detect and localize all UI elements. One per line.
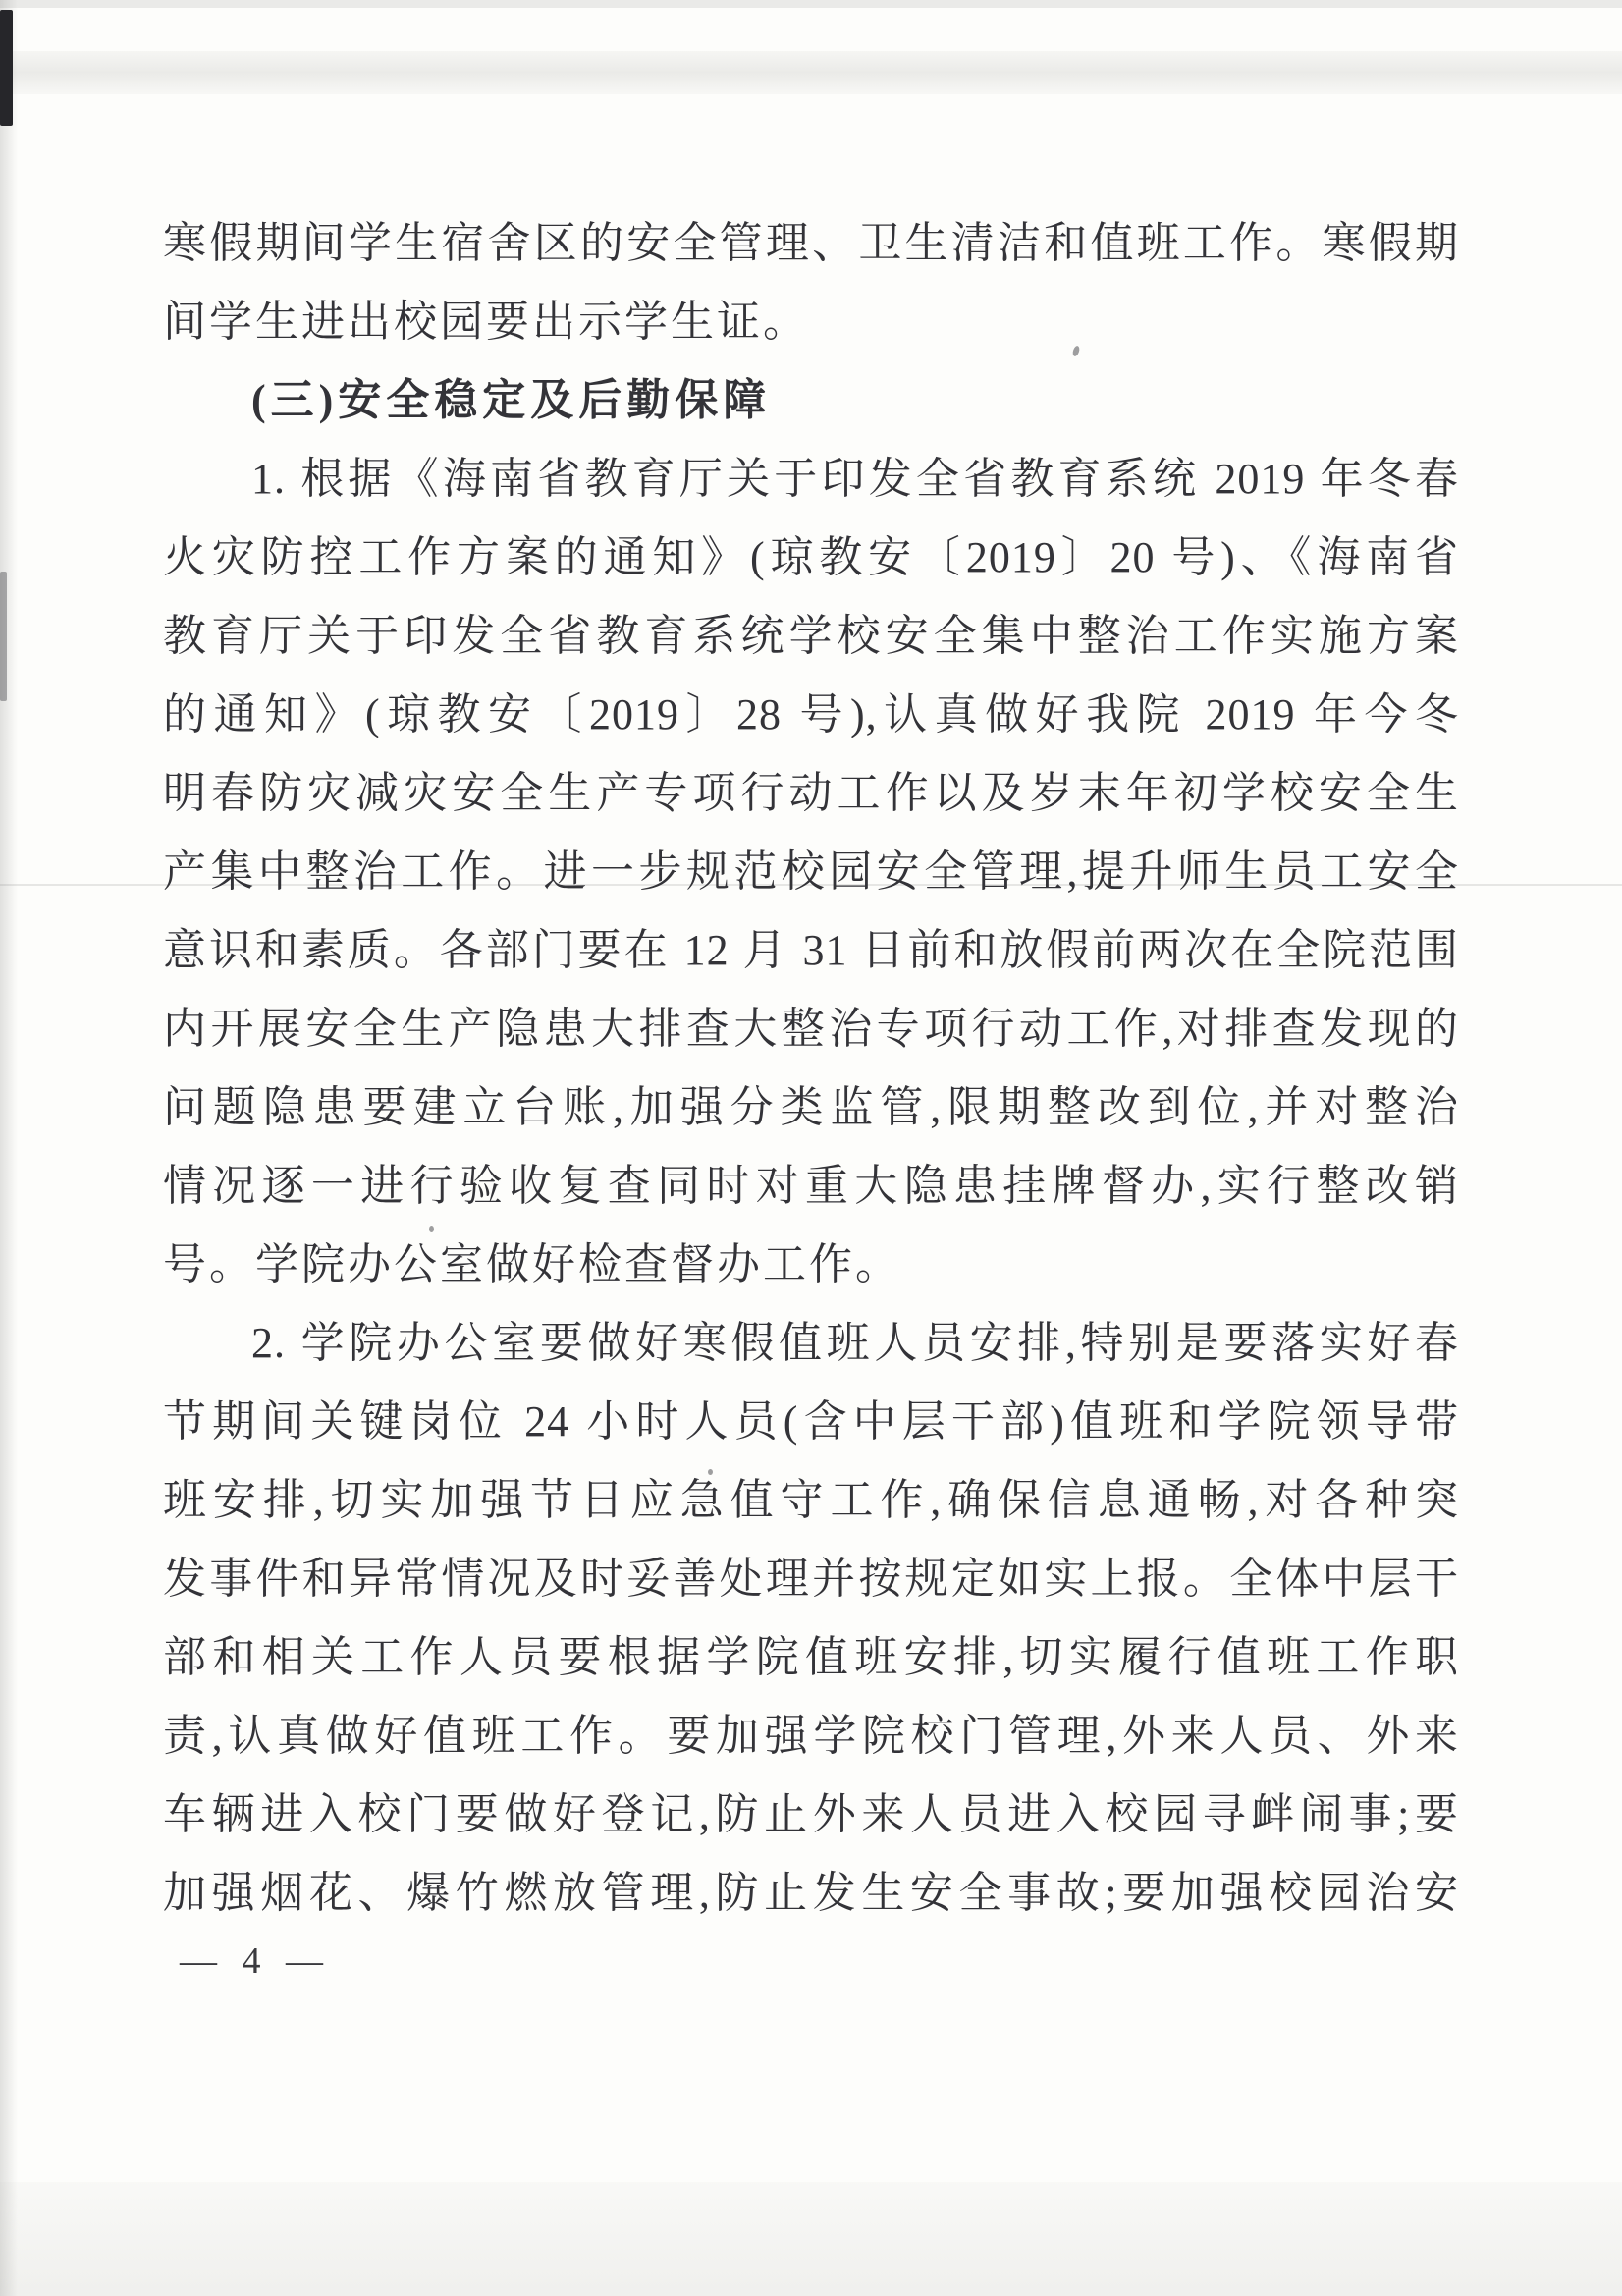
text-line: 2. 学院办公室要做好寒假值班人员安排,特别是要落实好春	[251, 1319, 1459, 1367]
text-line: 车辆进入校门要做好登记,防止外来人员进入校园寻衅闹事;要	[163, 1790, 1459, 1838]
text-line: 情况逐一进行验收复查同时对重大隐患挂牌督办,实行整改销	[163, 1162, 1459, 1210]
text-line: 加强烟花、爆竹燃放管理,防止发生安全事故;要加强校园治安	[163, 1869, 1459, 1917]
text-line: 部和相关工作人员要根据学院值班安排,切实履行值班工作职	[163, 1633, 1459, 1681]
text-line: 节期间关键岗位 24 小时人员(含中层干部)值班和学院领导带	[163, 1397, 1459, 1446]
text-line: 间学生进出校园要出示学生证。	[163, 298, 809, 346]
text-line: 的通知》(琼教安〔2019〕28 号),认真做好我院 2019 年今冬	[163, 690, 1459, 738]
text-line: 火灾防控工作方案的通知》(琼教安〔2019〕20 号)、《海南省	[163, 533, 1459, 581]
text-line: 教育厅关于印发全省教育系统学校安全集中整治工作实施方案	[163, 612, 1459, 660]
text-line: 发事件和异常情况及时妥善处理并按规定如实上报。全体中层干	[163, 1555, 1459, 1603]
scan-artifact-gray-mark	[0, 572, 7, 701]
text-line: 明春防灾减灾安全生产专项行动工作以及岁末年初学校安全生	[163, 769, 1459, 817]
page-number: — 4 —	[180, 1941, 331, 1982]
scan-artifact-black-mark	[0, 10, 13, 126]
scan-artifact-top-edge	[0, 0, 1622, 8]
text-line: 1. 根据《海南省教育厅关于印发全省教育系统 2019 年冬春	[251, 455, 1459, 503]
scan-artifact-left-strip	[0, 0, 18, 2296]
text-line: 意识和素质。各部门要在 12 月 31 日前和放假前两次在全院范围	[163, 926, 1459, 974]
document-body	[163, 204, 1459, 1933]
scan-artifact-bottom-band	[0, 2182, 1622, 2296]
text-line: 内开展安全生产隐患大排查大整治专项行动工作,对排查发现的	[163, 1005, 1459, 1053]
text-line: 问题隐患要建立台账,加强分类监管,限期整改到位,并对整治	[163, 1083, 1459, 1131]
text-line: (三)安全稳定及后勤保障	[251, 376, 772, 424]
text-line: 寒假期间学生宿舍区的安全管理、卫生清洁和值班工作。寒假期	[163, 219, 1459, 267]
scan-artifact-top-band	[0, 51, 1622, 94]
text-line: 责,认真做好值班工作。要加强学院校门管理,外来人员、外来	[163, 1712, 1459, 1760]
text-line: 班安排,切实加强节日应急值守工作,确保信息通畅,对各种突	[163, 1476, 1459, 1524]
text-line: 产集中整治工作。进一步规范校园安全管理,提升师生员工安全	[163, 847, 1459, 896]
text-line: 号。学院办公室做好检查督办工作。	[163, 1240, 901, 1288]
